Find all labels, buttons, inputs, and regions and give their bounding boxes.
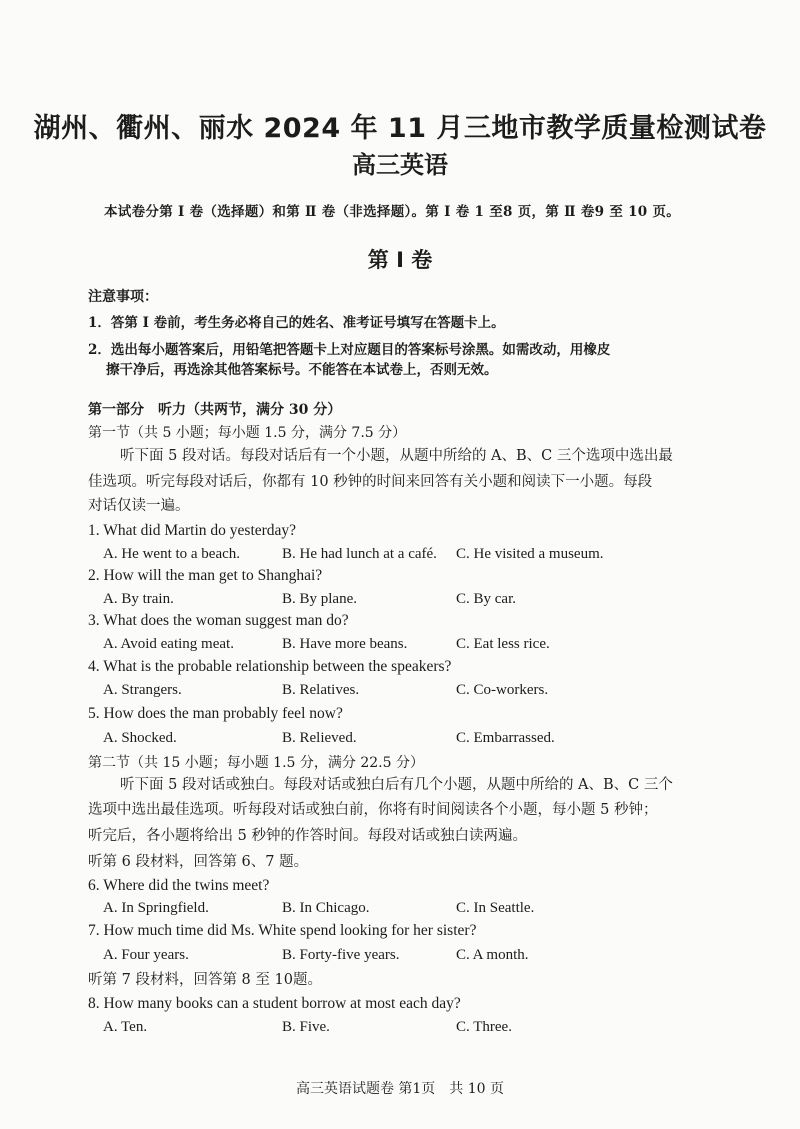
question-2: 2. How will the man get to Shanghai? xyxy=(88,567,323,584)
notice-item: 擦干净后，再选涂其他答案标号。不能答在本试卷上，否则无效。 xyxy=(106,362,498,378)
option-b: B. Forty-five years. xyxy=(282,947,400,963)
option-b: B. Five. xyxy=(282,1019,330,1035)
section2-heading: 第二节（共 15 小题；每小题 1.5 分，满分 22.5 分） xyxy=(88,755,424,771)
option-a: A. In Springfield. xyxy=(103,900,209,916)
material-note: 听第 6 段材料，回答第 6、7 题。 xyxy=(88,854,309,870)
option-c: C. Co-workers. xyxy=(456,682,549,698)
option-c: C. Eat less rice. xyxy=(456,636,550,652)
notice-item: 2．选出每小题答案后，用铅笔把答题卡上对应题目的答案标号涂黑。如需改动，用橡皮 xyxy=(88,342,611,358)
question-4: 4. What is the probable relationship between the speakers? xyxy=(88,658,452,675)
option-b: B. Relatives. xyxy=(282,682,360,698)
section2-instruction: 选项中选出最佳选项。听每段对话或独白前，你将有时间阅读各个小题，每小题 5 秒钟； xyxy=(88,802,658,818)
option-c: C. He visited a museum. xyxy=(456,546,604,562)
option-c: C. A month. xyxy=(456,947,529,963)
question-8: 8. How many books can a student borrow at most each day? xyxy=(88,995,461,1012)
option-c: C. Three. xyxy=(456,1019,512,1035)
page-footer: 高三英语试题卷 第1页 共 10 页 xyxy=(295,1081,505,1097)
option-b: B. In Chicago. xyxy=(282,900,370,916)
question-5: 5. How does the man probably feel now? xyxy=(88,705,343,722)
volume-heading: 第 Ⅰ 卷 xyxy=(367,248,433,272)
option-b: B. Have more beans. xyxy=(282,636,408,652)
page-title: 湖州、衢州、丽水 2024 年 11 月三地市教学质量检测试卷 xyxy=(33,113,767,144)
option-b: B. He had lunch at a café. xyxy=(282,546,437,562)
option-c: C. Embarrassed. xyxy=(456,730,555,746)
option-a: A. Ten. xyxy=(103,1019,148,1035)
material-note: 听第 7 段材料，回答第 8 至 10题。 xyxy=(88,972,322,988)
page-subtitle: 高三英语 xyxy=(352,151,448,179)
option-a: A. He went to a beach. xyxy=(103,546,241,562)
option-a: A. Strangers. xyxy=(103,682,182,698)
section1-heading: 第一节（共 5 小题；每小题 1.5 分，满分 7.5 分） xyxy=(88,425,407,441)
question-7: 7. How much time did Ms. White spend looking for her sister? xyxy=(88,922,477,939)
option-a: A. Shocked. xyxy=(103,730,177,746)
option-b: B. By plane. xyxy=(282,591,357,607)
option-c: C. By car. xyxy=(456,591,516,607)
notice-item: 1．答第 Ⅰ 卷前，考生务必将自己的姓名、准考证号填写在答题卡上。 xyxy=(88,315,505,331)
section1-instruction: 佳选项。听完每段对话后，你都有 10 秒钟的时间来回答有关小题和阅读下一小题。每段 xyxy=(88,474,653,490)
part1-heading: 第一部分 听力（共两节，满分 30 分） xyxy=(88,402,342,418)
exam-intro: 本试卷分第 Ⅰ 卷（选择题）和第 Ⅱ 卷（非选择题）。第 Ⅰ 卷 1 至8 页，第 Ⅱ 卷9 至 10 页。 xyxy=(104,204,681,220)
question-3: 3. What does the woman suggest man do? xyxy=(88,612,349,629)
section1-instruction: 听下面 5 段对话。每段对话后有一个小题，从题中所给的 A、B、C 三个选项中选出最 xyxy=(120,448,673,464)
notice-heading: 注意事项： xyxy=(88,289,158,305)
section1-instruction: 对话仅读一遍。 xyxy=(88,498,190,514)
section2-instruction: 听完后，各小题将给出 5 秒钟的作答时间。每段对话或独白读两遍。 xyxy=(88,828,527,844)
option-b: B. Relieved. xyxy=(282,730,357,746)
section2-instruction: 听下面 5 段对话或独白。每段对话或独白后有几个小题，从题中所给的 A、B、C 三个 xyxy=(120,777,673,793)
option-a: A. Four years. xyxy=(103,947,189,963)
option-c: C. In Seattle. xyxy=(456,900,535,916)
option-a: A. By train. xyxy=(103,591,174,607)
option-a: A. Avoid eating meat. xyxy=(103,636,234,652)
question-1: 1. What did Martin do yesterday? xyxy=(88,522,297,539)
question-6: 6. Where did the twins meet? xyxy=(88,877,270,894)
